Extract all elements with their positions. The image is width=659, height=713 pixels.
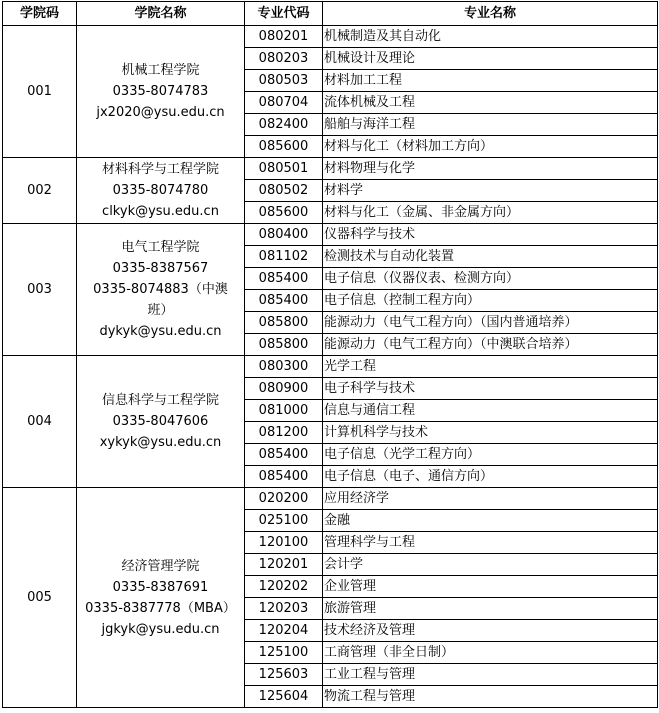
major-code: 120202 [245, 576, 323, 598]
major-code: 080704 [245, 92, 323, 114]
major-code: 125100 [245, 642, 323, 664]
college-code: 005 [3, 488, 77, 708]
major-code: 120204 [245, 620, 323, 642]
major-code: 085400 [245, 268, 323, 290]
major-name: 流体机械及工程 [323, 92, 658, 114]
major-code: 125604 [245, 686, 323, 708]
major-code: 080503 [245, 70, 323, 92]
major-name: 光学工程 [323, 356, 658, 378]
college-code: 003 [3, 224, 77, 356]
college-info [77, 26, 245, 158]
college-contact-line: 0335-8387778（MBA） [85, 600, 236, 616]
college-code: 002 [3, 158, 77, 224]
header-row [3, 2, 658, 26]
major-code: 020200 [245, 488, 323, 510]
major-name: 企业管理 [323, 576, 658, 598]
college-info [77, 488, 245, 708]
major-name: 旅游管理 [323, 598, 658, 620]
major-name: 电子信息（仪器仪表、检测方向） [323, 268, 658, 290]
major-name: 信息与通信工程 [323, 400, 658, 422]
table-row [3, 224, 658, 246]
major-name: 机械设计及理论 [323, 48, 658, 70]
college-name: 电气工程学院 [121, 240, 200, 255]
major-code: 080201 [245, 26, 323, 48]
major-name: 材料与化工（金属、非金属方向） [323, 202, 658, 224]
major-name: 电子信息（电子、通信方向） [323, 466, 658, 488]
major-name: 仪器科学与技术 [323, 224, 658, 246]
major-name: 电子科学与技术 [323, 378, 658, 400]
major-name: 电子信息（光学工程方向） [323, 444, 658, 466]
college-info [77, 158, 245, 224]
major-name: 能源动力（电气工程方向）（中澳联合培养） [323, 334, 658, 356]
college-name: 经济管理学院 [121, 558, 200, 574]
college-name: 信息科学与工程学院 [101, 393, 219, 408]
major-code: 080300 [245, 356, 323, 378]
major-code: 080502 [245, 180, 323, 202]
major-code: 082400 [245, 114, 323, 136]
major-name: 管理科学与工程 [323, 532, 658, 554]
college-contact-line: 0335-8387691 [112, 579, 209, 595]
major-code: 085600 [245, 202, 323, 224]
major-name: 物流工程与管理 [323, 686, 658, 708]
major-code: 085800 [245, 312, 323, 334]
college-contact-line: 0335-8047606 [112, 414, 209, 429]
major-name: 材料物理与化学 [323, 158, 658, 180]
major-name: 技术经济及管理 [323, 620, 658, 642]
major-code: 081102 [245, 246, 323, 268]
major-code: 085800 [245, 334, 323, 356]
major-name: 电子信息（控制工程方向） [323, 290, 658, 312]
major-code: 080501 [245, 158, 323, 180]
header-college-name: 学院名称 [77, 2, 245, 26]
major-code: 081200 [245, 422, 323, 444]
college-contact-line: dykyk@ysu.edu.cn [99, 324, 222, 339]
major-name: 应用经济学 [323, 488, 658, 510]
table-row [3, 356, 658, 378]
majors-table [2, 1, 658, 708]
major-code: 080900 [245, 378, 323, 400]
major-code: 025100 [245, 510, 323, 532]
major-name: 材料加工工程 [323, 70, 658, 92]
college-code: 004 [3, 356, 77, 488]
college-info [77, 356, 245, 488]
table-row [3, 488, 658, 510]
college-name: 材料科学与工程学院 [101, 162, 219, 177]
college-contact-line: clkyk@ysu.edu.cn [102, 204, 219, 219]
header-major-name: 专业名称 [323, 2, 658, 26]
major-name: 材料与化工（材料加工方向） [323, 136, 658, 158]
college-info [77, 224, 245, 356]
header-major-code: 专业代码 [245, 2, 323, 26]
college-contact-line: 0335-8074783 [112, 84, 209, 99]
table-row [3, 26, 658, 48]
major-code: 085600 [245, 136, 323, 158]
college-contact-line: 0335-8074883（中澳 [93, 282, 228, 297]
major-code: 085400 [245, 444, 323, 466]
major-name: 工业工程与管理 [323, 664, 658, 686]
major-name: 能源动力（电气工程方向）（国内普通培养） [323, 312, 658, 334]
major-code: 081000 [245, 400, 323, 422]
college-code: 001 [3, 26, 77, 158]
college-contact-line: jgkyk@ysu.edu.cn [101, 621, 220, 637]
college-contact-line: jx2020@ysu.edu.cn [96, 105, 225, 120]
major-code: 080203 [245, 48, 323, 70]
major-code: 120203 [245, 598, 323, 620]
header-college-code: 学院码 [3, 2, 77, 26]
major-code: 085400 [245, 290, 323, 312]
college-contact-line: 0335-8387567 [112, 261, 209, 276]
major-name: 会计学 [323, 554, 658, 576]
college-contact-line: 0335-8074780 [112, 183, 209, 198]
college-name: 机械工程学院 [121, 63, 200, 78]
major-code: 125603 [245, 664, 323, 686]
major-name: 材料学 [323, 180, 658, 202]
major-code: 120201 [245, 554, 323, 576]
major-name: 机械制造及其自动化 [323, 26, 658, 48]
table-row [3, 158, 658, 180]
table-body [3, 26, 658, 708]
college-contact-line: xykyk@ysu.edu.cn [99, 435, 222, 450]
major-name: 船舶与海洋工程 [323, 114, 658, 136]
major-code: 085400 [245, 466, 323, 488]
college-contact-line: 班） [147, 303, 174, 318]
major-code: 080400 [245, 224, 323, 246]
major-name: 工商管理（非全日制） [323, 642, 658, 664]
major-name: 计算机科学与技术 [323, 422, 658, 444]
major-code: 120100 [245, 532, 323, 554]
major-name: 检测技术与自动化装置 [323, 246, 658, 268]
major-name: 金融 [323, 510, 658, 532]
